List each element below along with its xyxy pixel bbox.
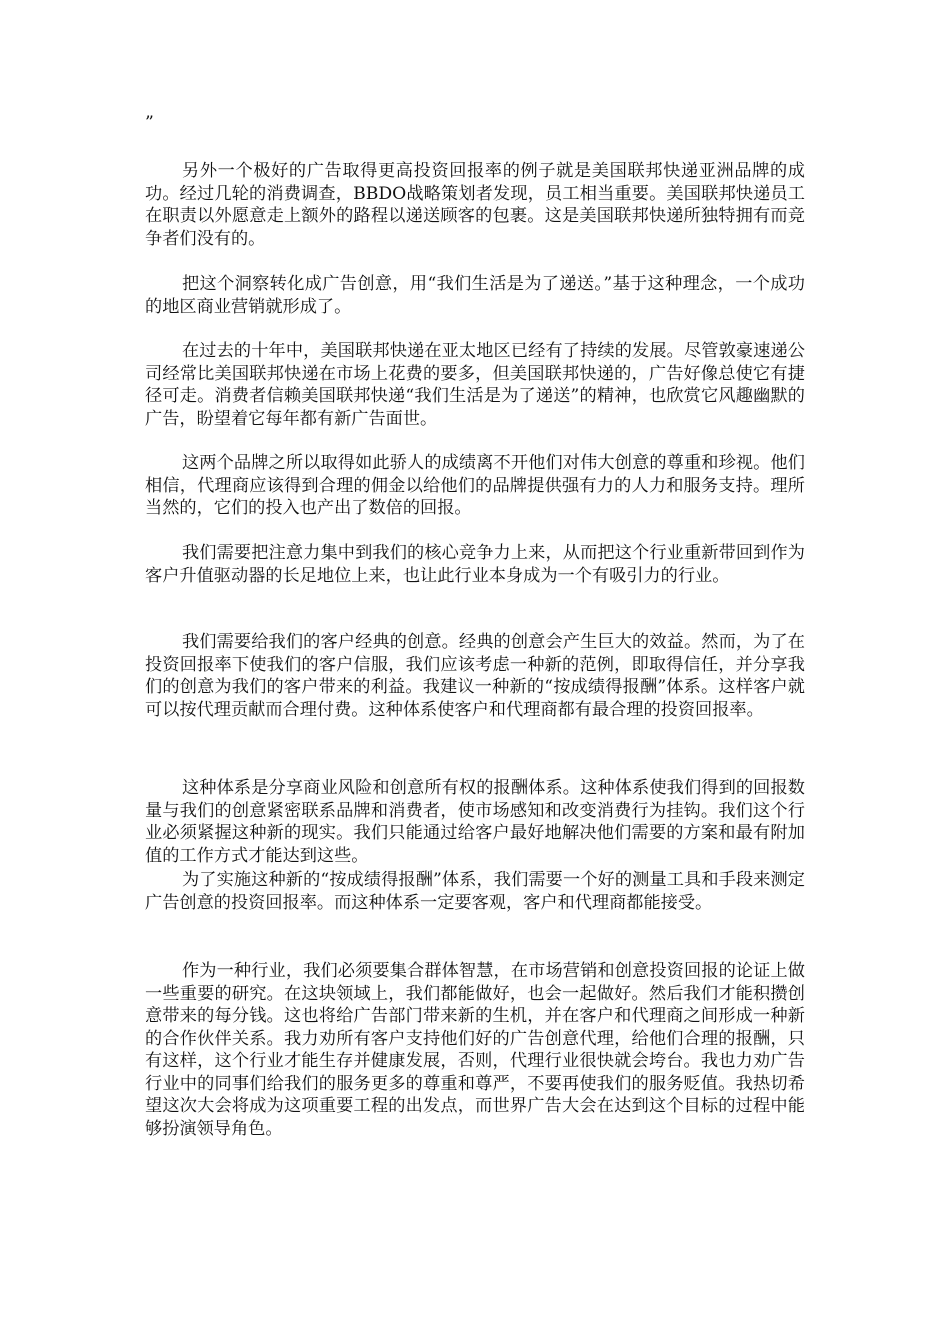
- paragraph-respect-for-creativity: 这两个品牌之所以取得如此骄人的成绩离不开他们对伟大创意的尊重和珍视。他们相信，代理商应该得到合理的佣金以给他们的品牌提供强有力的人力和服务支持。理所当然的，它们的投入也产出了数倍的回报。: [145, 453, 805, 518]
- paragraph-pay-for-performance: 我们需要给我们的客户经典的创意。经典的创意会产生巨大的效益。然而，为了在投资回报率下使我们的客户信服，我们应该考虑一种新的范例，即取得信任，并分享我们的创意为我们的客户带来的利益。我建议一种新的“按成绩得报酬”体系。这样客户就可以按代理贡献而合理付费。这种体系使客户和代理商都有最合理的投资回报率。: [145, 632, 805, 720]
- paragraph-fedex-brand-success: 另外一个极好的广告取得更高投资回报率的例子就是美国联邦快递亚洲品牌的成功。经过几轮的消费调查，BBDO战略策划者发现，员工相当重要。美国联邦快递员工在职责以外愿意走上额外的路程以递送顾客的包裹。这是美国联邦快递所独特拥有而竞争者们没有的。: [145, 161, 805, 249]
- paragraph-insight-to-creative: 把这个洞察转化成广告创意，用“我们生活是为了递送。”基于这种理念，一个成功的地区商业营销就形成了。: [145, 274, 805, 317]
- paragraph-asia-pacific-growth: 在过去的十年中，美国联邦快递在亚太地区已经有了持续的发展。尽管敦豪速递公司经常比美国联邦快递在市场上花费的要多，但美国联邦快递的，广告好像总使它有捷径可走。消费者信赖美国联邦快递“我们生活是为了递送”的精神，也欣赏它风趣幽默的广告，盼望着它每年都有新广告面世。: [145, 341, 805, 429]
- closing-quote-mark: ”: [145, 113, 154, 133]
- paragraph-shared-risk-system: 这种体系是分享商业风险和创意所有权的报酬体系。这种体系使我们得到的回报数量与我们的创意紧密联系品牌和消费者，使市场感知和改变消费行为挂钩。我们这个行业必须紧握这种新的现实。我们只能通过给客户最好地解决他们需要的方案和最有附加值的工作方式才能达到这些。: [145, 778, 805, 866]
- paragraph-measurement-tools: 为了实施这种新的“按成绩得报酬”体系，我们需要一个好的测量工具和手段来测定广告创意的投资回报率。而这种体系一定要客观，客户和代理商都能接受。: [145, 870, 805, 913]
- paragraph-core-competence: 我们需要把注意力集中到我们的核心竞争力上来，从而把这个行业重新带回到作为客户升值驱动器的长足地位上来，也让此行业本身成为一个有吸引力的行业。: [145, 543, 805, 586]
- paragraph-industry-call-to-action: 作为一种行业，我们必须要集合群体智慧，在市场营销和创意投资回报的论证上做一些重要的研究。在这块领域上，我们都能做好，也会一起做好。然后我们才能积攒创意带来的每分钱。这也将给广告部门带来新的生机，并在客户和代理商之间形成一种新的合作伙伴关系。我力劝所有客户支持他们好的广告创意代理，给他们合理的报酬，只有这样，这个行业才能生存并健康发展，否则，代理行业很快就会垮台。我也力劝广告行业中的同事们给我们的服务更多的尊重和尊严，不要再使我们的服务贬值。我热切希望这次大会将成为这项重要工程的出发点，而世界广告大会在达到这个目标的过程中能够扮演领导角色。: [145, 961, 805, 1139]
